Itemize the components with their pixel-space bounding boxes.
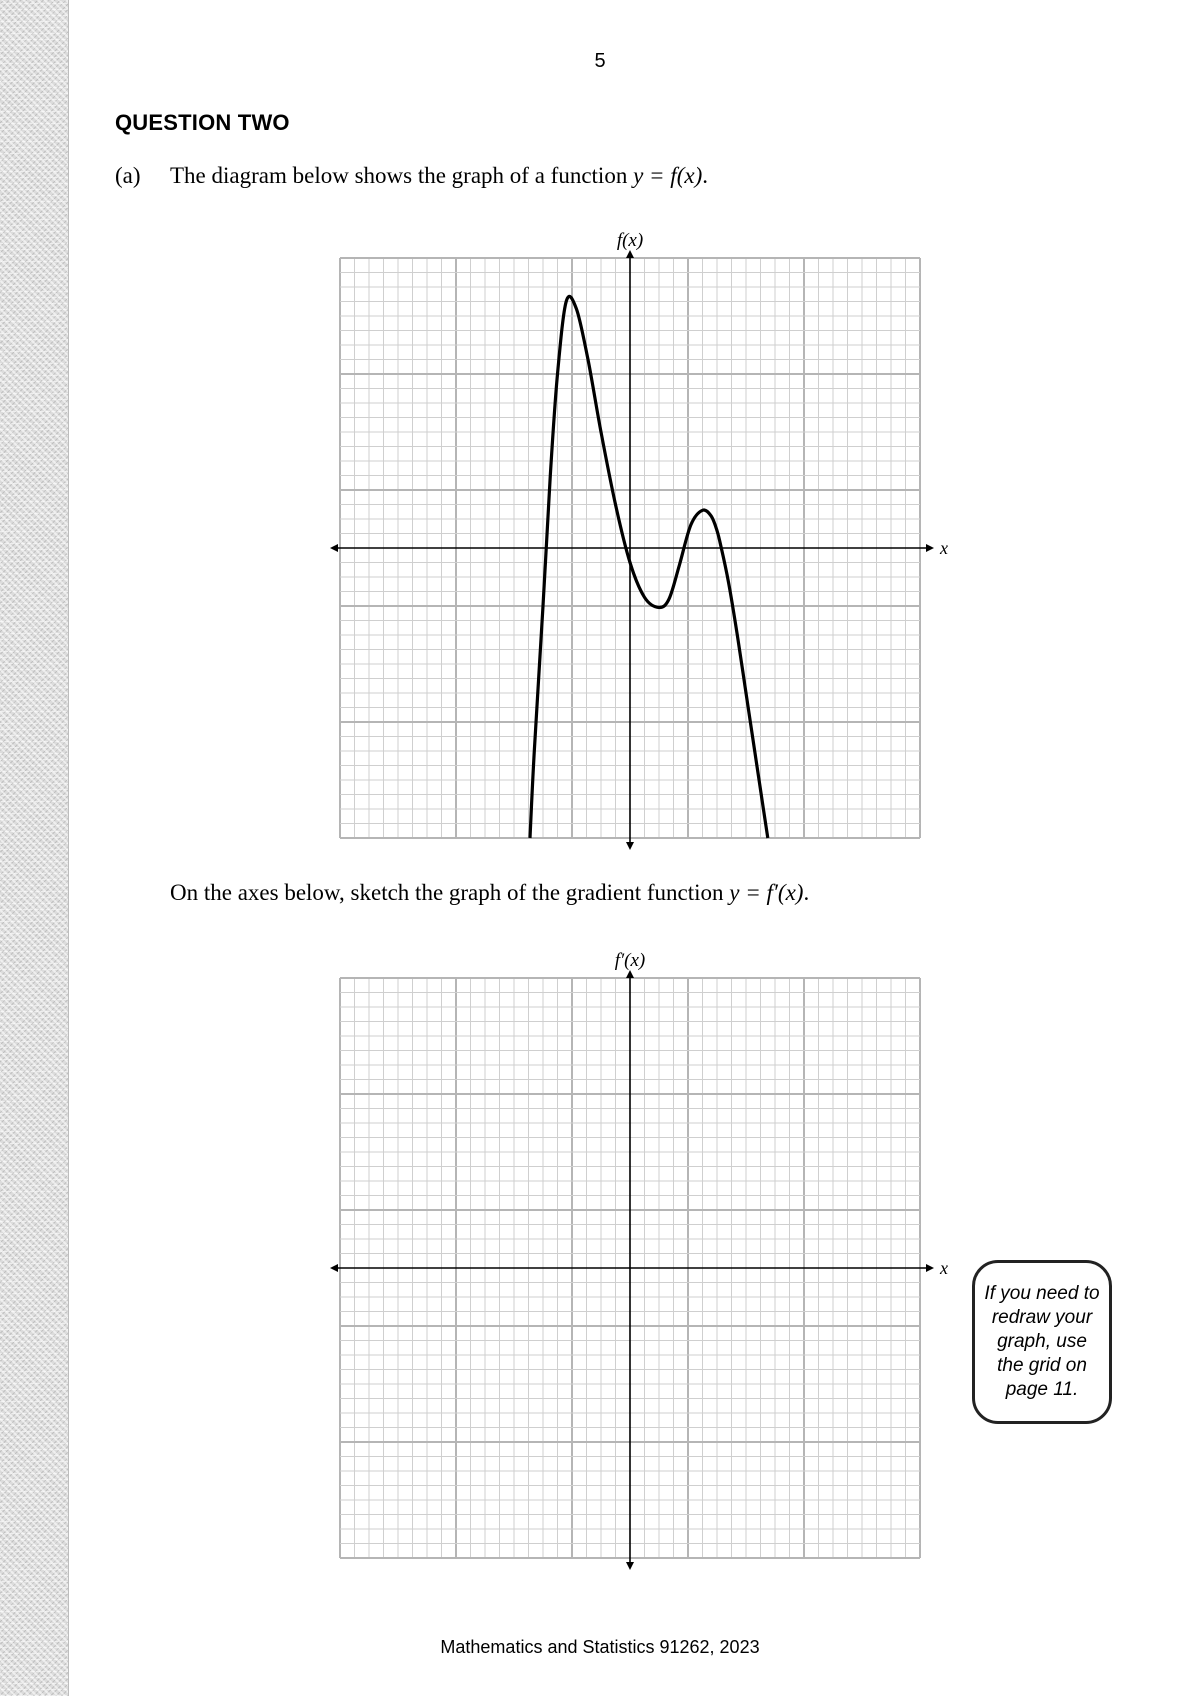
question-heading: QUESTION TWO [115,110,290,135]
y-axis-label: f′(x) [614,950,646,971]
instruction-text: The diagram below shows the graph of a function [170,163,634,188]
axes [330,970,934,1570]
sketch-instruction [170,880,809,906]
part-label: (a) [115,163,141,188]
x-axis-left-arrow [330,1264,338,1272]
y-axis-label: f(x) [616,230,644,251]
blank-answer-grid[interactable] [320,940,948,1580]
x-axis-right-arrow [926,544,934,552]
part-a-instruction [170,163,708,189]
function-graph [320,220,948,860]
axes [330,250,934,850]
redraw-note-text: If you need to redraw your graph, use the grid on page 11. [984,1283,1100,1400]
footer: Mathematics and Statistics 91262, 2023 [440,1637,760,1657]
y-axis-top-arrow [626,250,634,258]
function-notation: y = f(x) [633,163,703,188]
y-axis-bottom-arrow [626,842,634,850]
decorative-margin-strip [0,0,69,1696]
instruction-period: . [702,163,708,188]
y-axis-top-arrow [626,970,634,978]
gradient-function-notation: y = f′(x) [729,880,804,905]
y-axis-bottom-arrow [626,1562,634,1570]
sketch-instruction-period: . [803,880,810,905]
x-axis-label: x [940,1258,948,1278]
x-axis-left-arrow [330,544,338,552]
redraw-note-box [972,1260,1112,1424]
x-axis-right-arrow [926,1264,934,1272]
x-axis-label: x [940,538,948,558]
sketch-instruction-text: On the axes below, sketch the graph of the gradient function [170,880,730,905]
page-number: 5 [594,50,606,72]
function-curve [530,296,768,838]
